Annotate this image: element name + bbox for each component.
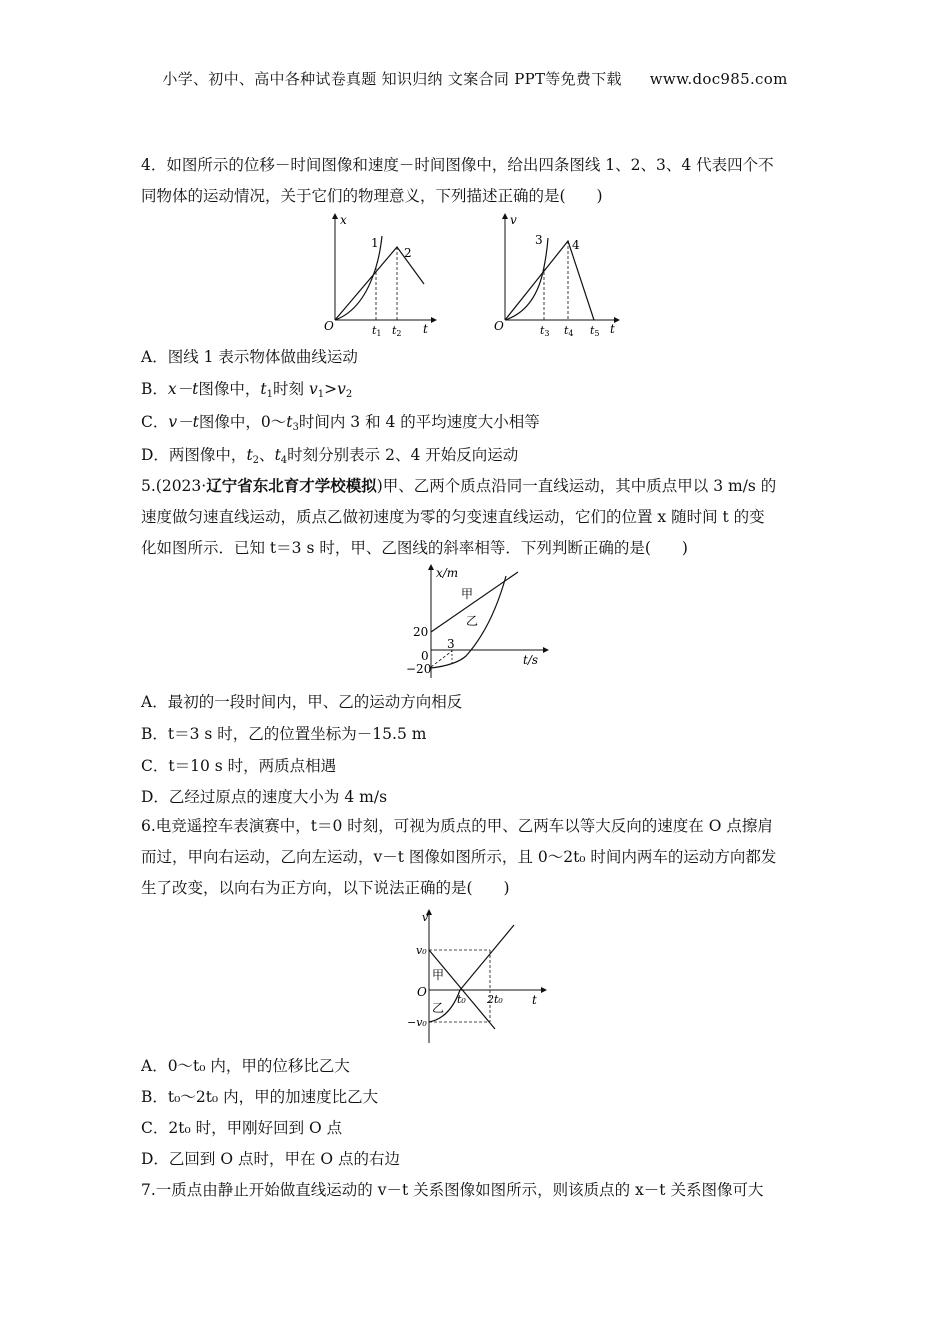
q4-vt-origin: O — [494, 319, 504, 333]
q6-stem-line3: 生了改变，以向右为正方向，以下说法正确的是( ) — [141, 879, 510, 897]
q6-vt-graph — [402, 908, 552, 1048]
q4-line-3 — [505, 238, 548, 320]
q6-t0-label: t₀ — [457, 993, 466, 1006]
q5-y-label: x/m — [436, 566, 459, 580]
q6-origin: O — [417, 985, 427, 999]
q6-stem-line1: 6.电竞遥控车表演赛中，t＝0 时刻，可视为质点的甲、乙两车以等大反向的速度在 O 点擦肩 — [141, 817, 773, 835]
q4-xt-x-label: t — [423, 322, 428, 336]
page-header — [0, 68, 950, 89]
q4-option-a: A．图线 1 表示物体做曲线运动 — [141, 348, 358, 366]
q4-option-b: B．x－t图像中，$t_1$时刻 $v_1>v_2$ — [141, 380, 353, 400]
q5-yi-label: 乙 — [466, 614, 479, 628]
q5-origin: 0 — [421, 649, 429, 663]
q4-xt-graph — [318, 210, 438, 336]
q7-stem — [141, 1175, 811, 1206]
q5-stem-line3: 化如图所示．已知 t＝3 s 时，甲、乙图线的斜率相等．下列判断正确的是( ) — [141, 539, 688, 557]
q5-stem-line2: 速度做匀速直线运动，质点乙做初速度为零的匀变速直线运动，它们的位置 x 随时间 t 的变 — [141, 508, 765, 526]
q5-option-a: A．最初的一段时间内，甲、乙的运动方向相反 — [141, 693, 463, 711]
q6-v0-label: v₀ — [416, 944, 427, 957]
q5-option-c: C．t＝10 s 时，两质点相遇 — [141, 757, 337, 775]
q5-jia-label: 甲 — [461, 587, 474, 601]
q4-option-c: C．v－t图像中，$0\sim t_3$时间内 3 和 4 的平均速度大小相等 — [141, 413, 540, 433]
q4-t3-label: t3 — [540, 324, 550, 336]
q4-option-d: D．两图像中，$t_2$、$t_4$时刻分别表示 2、4 开始反向运动 — [141, 446, 519, 466]
q5-stem-line1: 5.(2023·辽宁省东北育才学校模拟)甲、乙两个质点沿同一直线运动，其中质点甲以 3 m/s 的 — [141, 477, 777, 495]
q4-t1-label: t1 — [372, 324, 382, 336]
q6-option-b: B．t₀～2t₀ 内，甲的加速度比乙大 — [141, 1088, 379, 1106]
q4-stem-line2: 同物体的运动情况，关于它们的物理意义，下列描述正确的是( ) — [141, 187, 603, 205]
q4-vt-y-label: v — [510, 213, 517, 227]
q4-t4-label: t4 — [564, 324, 574, 336]
q5-x3: 3 — [447, 637, 455, 651]
q4-line1-label: 1 — [371, 236, 379, 250]
q6-jia-label: 甲 — [432, 968, 445, 982]
q6-x-label: t — [532, 993, 537, 1007]
q4-line3-label: 3 — [535, 233, 543, 247]
q6-negv0-label: −v₀ — [407, 1016, 427, 1029]
q5-stem — [141, 471, 811, 564]
q4-xt-y-label: x — [340, 213, 347, 227]
q6-option-a: A．0～t₀ 内，甲的位移比乙大 — [141, 1057, 350, 1075]
q4-line4-label: 4 — [572, 238, 580, 252]
q7-stem-line1: 7.一质点由静止开始做直线运动的 v－t 关系图像如图所示，则该质点的 x－t 关系图像可大 — [141, 1181, 764, 1199]
q6-option-c: C．2t₀ 时，甲刚好回到 O 点 — [141, 1119, 343, 1137]
header-site-link[interactable]: www.doc985.com — [649, 70, 788, 88]
q6-yi-label: 乙 — [432, 1001, 445, 1015]
q4-vt-x-label: t — [610, 322, 615, 336]
header-text: 小学、初中、高中各种试卷真题 知识归纳 文案合同 PPT等免费下载 — [162, 70, 622, 88]
q5-xt-graph — [400, 563, 550, 683]
q5-option-d: D．乙经过原点的速度大小为 4 m/s — [141, 788, 388, 806]
q6-stem-line2: 而过，甲向右运动，乙向左运动，v－t 图像如图所示，且 0～2t₀ 时间内两车的运动方向都发 — [141, 848, 777, 866]
q4-vt-graph — [486, 210, 621, 336]
q5-source: 辽宁省东北育才学校模拟 — [206, 477, 377, 495]
q4-line2-label: 2 — [404, 246, 412, 260]
q4-stem — [141, 150, 811, 212]
q4-t5-label: t5 — [590, 324, 600, 336]
q5-yneg20: −20 — [406, 662, 432, 676]
q4-line-4 — [505, 241, 594, 320]
q4-t2-label: t2 — [392, 324, 402, 336]
q6-2t0-label: 2t₀ — [487, 993, 503, 1006]
q5-x-label: t/s — [523, 653, 539, 667]
q4-xt-origin: O — [324, 319, 334, 333]
q4-stem-line1: 4．如图所示的位移－时间图像和速度－时间图像中，给出四条图线 1、2、3、4 代表四个不 — [141, 156, 774, 174]
q5-y20: 20 — [413, 625, 429, 639]
q5-option-b: B．t＝3 s 时，乙的位置坐标为－15.5 m — [141, 725, 427, 743]
q6-stem — [141, 811, 811, 904]
q6-option-d: D．乙回到 O 点时，甲在 O 点的右边 — [141, 1150, 401, 1168]
q6-y-label: v — [422, 911, 429, 924]
